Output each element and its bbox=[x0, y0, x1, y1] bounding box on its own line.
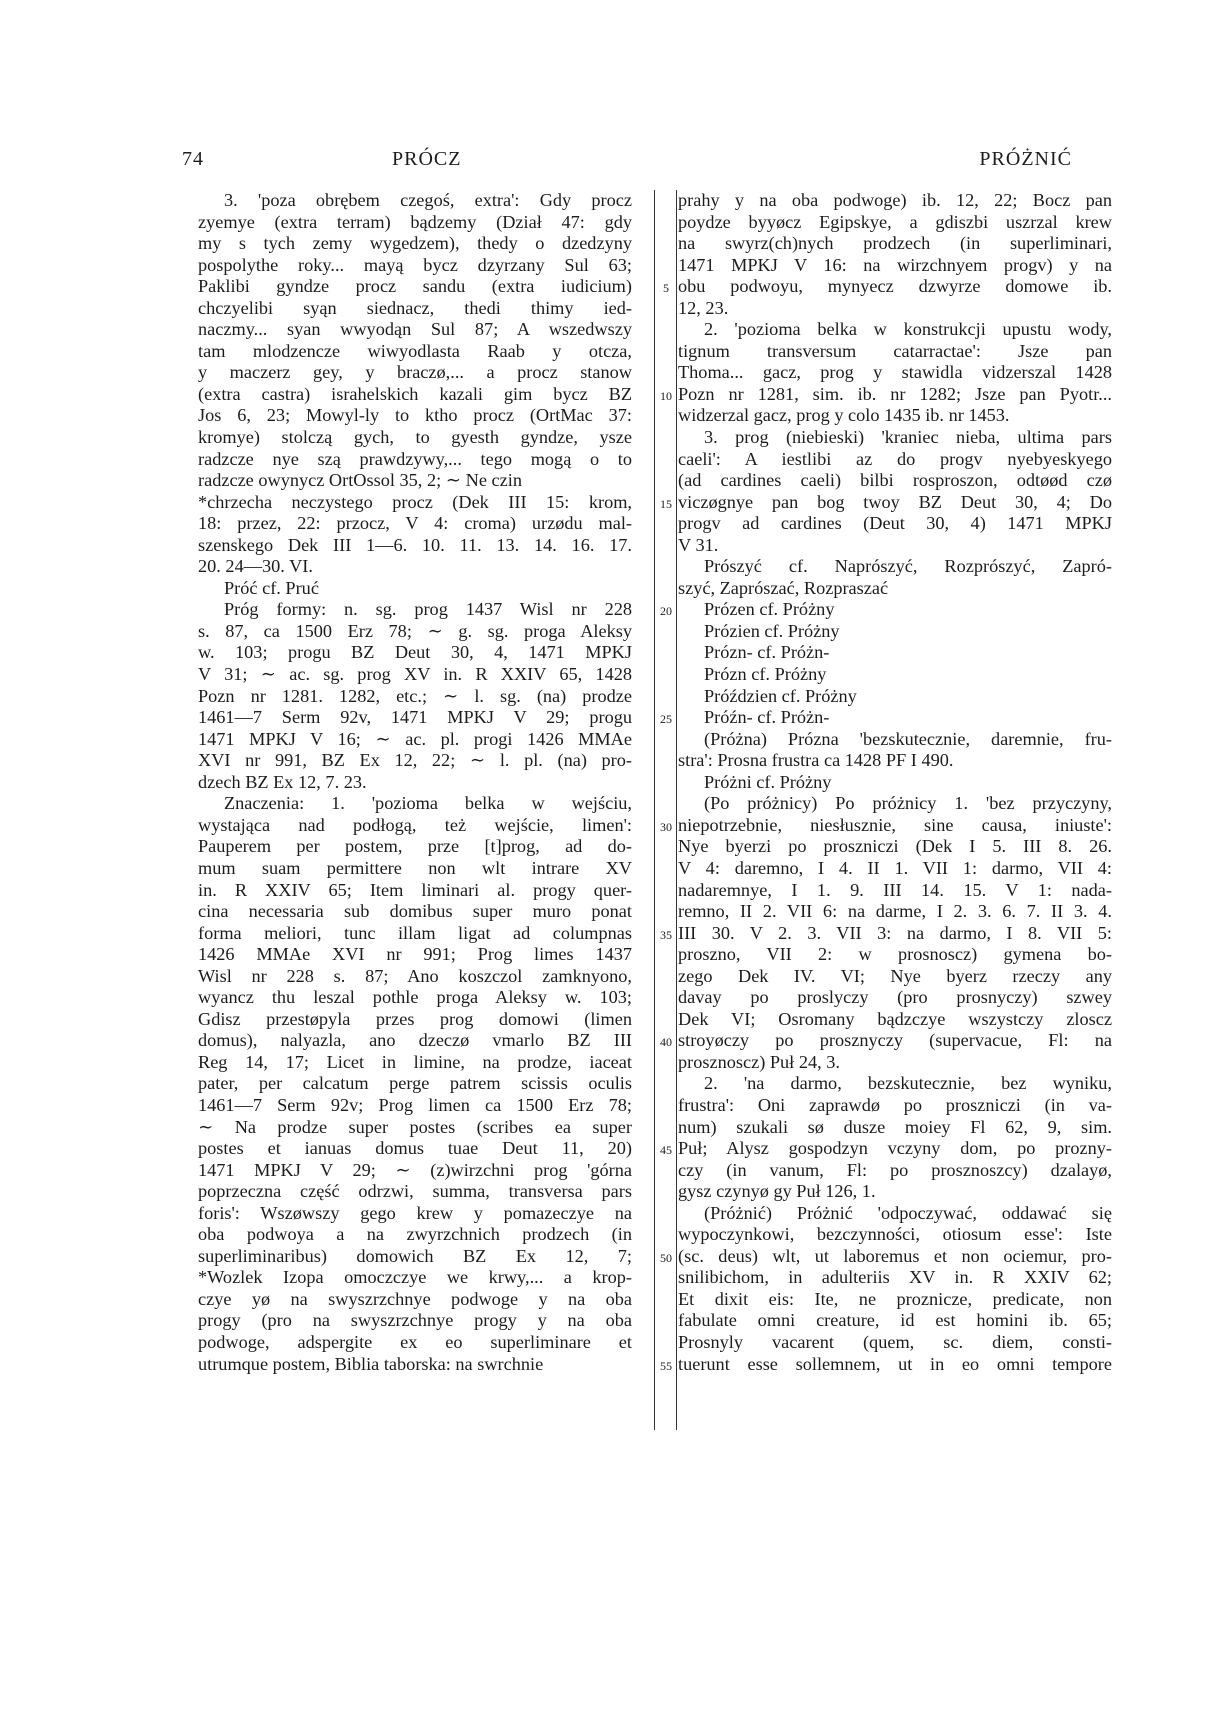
left-column-line: 1426 MMAe XVI nr 991; Prog limes 1437 bbox=[198, 944, 632, 965]
right-column-line: stra': Prosna frustra ca 1428 PF I 490. bbox=[678, 750, 954, 771]
left-column-line: ∼ Na prodze super postes (scribes ea super bbox=[198, 1116, 632, 1137]
left-column-line: 1461—7 Serm 92v, 1471 MPKJ V 29; progu bbox=[198, 707, 632, 728]
right-column-line: 12, 23. bbox=[678, 297, 729, 318]
left-column-line: Próg formy: n. sg. prog 1437 Wisl nr 228 bbox=[224, 599, 632, 620]
right-column-line: 3. prog (niebieski) 'kraniec nieba, ultima pars bbox=[704, 427, 1112, 448]
right-column-line: Prószyć cf. Naprószyć, Rozprószyć, Zapró- bbox=[704, 556, 1112, 577]
right-column-line: fabulate omni creature, id est homini ib. 65; bbox=[678, 1310, 1112, 1331]
left-running-headword: PRÓCZ bbox=[392, 148, 462, 170]
right-column-line: Próździen cf. Próżny bbox=[704, 685, 857, 706]
left-column-line: oba podwoya a na zwyrzchnich prodzech (in bbox=[198, 1224, 632, 1245]
right-column-line: obu podwoyu, mynyecz dzwyrze domowe ib. bbox=[678, 276, 1112, 297]
right-column-line: 2. 'pozioma belka w konstrukcji upustu wody, bbox=[704, 319, 1112, 340]
left-column-line: zyemye (extra terram) bądzemy (Dział 47: gdy bbox=[198, 211, 632, 232]
page-number: 74 bbox=[182, 148, 204, 170]
right-column-line: viczøgnye pan bog twoy BZ Deut 30, 4; Do bbox=[678, 491, 1112, 512]
left-column-line: radzcze owynycz OrtOssol 35, 2; ∼ Ne czin bbox=[198, 470, 522, 491]
right-column-line: V 4: daremno, I 4. II 1. VII 1: darmo, VII 4: bbox=[678, 857, 1112, 878]
left-column-line: pater, per calcatum perge patrem scissis oculis bbox=[198, 1073, 632, 1094]
left-column-line: 1461—7 Serm 92v; Prog limen ca 1500 Erz 78; bbox=[198, 1094, 632, 1115]
right-column-line: Puł; Alysz gospodzyn vczyny dom, po prozny- bbox=[678, 1138, 1112, 1159]
left-column-line: wyancz thu leszal pothle proga Aleksy w. 103; bbox=[198, 987, 632, 1008]
line-number: 40 bbox=[660, 1035, 672, 1050]
right-column-line: caeli': A iestlibi az do progv nyebyeskyego bbox=[678, 448, 1112, 469]
left-column-line: Pozn nr 1281. 1282, etc.; ∼ l. sg. (na) prodze bbox=[198, 685, 632, 706]
right-column-line: snilibichom, in adulteriis XV in. R XXIV 62; bbox=[678, 1267, 1112, 1288]
left-column-line: foris': Wszøwszy gego krew y pomazeczye na bbox=[198, 1202, 632, 1223]
right-column-line: (sc. deus) wlt, ut laboremus et non ociemur, pro- bbox=[678, 1245, 1112, 1266]
right-column-line: Prózen cf. Próżny bbox=[704, 599, 835, 620]
left-column-line: s. 87, ca 1500 Erz 78; ∼ g. sg. proga Aleksy bbox=[198, 620, 632, 641]
line-number: 20 bbox=[660, 604, 672, 619]
left-column-line: czye yø na swyszrzchnye podwoge y na oba bbox=[198, 1288, 632, 1309]
right-column-line: 2. 'na darmo, bezskutecznie, bez wyniku, bbox=[704, 1073, 1112, 1094]
right-column-line: proszno, VII 2: w prosnoscz) gymena bo- bbox=[678, 944, 1112, 965]
line-number: 30 bbox=[660, 819, 672, 834]
left-column-line: podwoge, adspergite ex eo superliminare et bbox=[198, 1331, 632, 1352]
left-column-line: forma meliori, tunc illam ligat ad columpnas bbox=[198, 922, 632, 943]
right-column-line: remno, II 2. VII 6: na darme, I 2. 3. 6. 7. II 3. 4. bbox=[678, 901, 1112, 922]
right-column-line: widzerzal gacz, prog y colo 1435 ib. nr 1453. bbox=[678, 405, 1010, 426]
left-column-line: 18: przez, 22: przocz, V 4: croma) urzødu mal- bbox=[198, 513, 632, 534]
right-column-line: nadaremnye, I 1. 9. III 14. 15. V 1: nada- bbox=[678, 879, 1112, 900]
line-number: 5 bbox=[663, 281, 669, 296]
line-number: 25 bbox=[660, 712, 672, 727]
left-column-line: Próć cf. Pruć bbox=[224, 577, 319, 598]
left-column-line: szenskego Dek III 1—6. 10. 11. 13. 14. 16. 17. bbox=[198, 534, 632, 555]
right-column-line: gysz czynyø gy Puł 126, 1. bbox=[678, 1181, 876, 1202]
line-number: 15 bbox=[660, 496, 672, 511]
right-column-line: Pozn nr 1281, sim. ib. nr 1282; Jsze pan Pyotr... bbox=[678, 383, 1112, 404]
left-column-line: domus), nalyazla, ano dzeczø vmarlo BZ III bbox=[198, 1030, 632, 1051]
left-column-line: Znaczenia: 1. 'pozioma belka w wejściu, bbox=[224, 793, 632, 814]
left-column-line: wystająca nad podłogą, też wejście, limen': bbox=[198, 814, 632, 835]
right-column-line: davay po proslyczy (pro prosnyczy) szwey bbox=[678, 987, 1112, 1008]
line-number: 10 bbox=[660, 388, 672, 403]
right-column-line: progv ad cardines (Deut 30, 4) 1471 MPKJ bbox=[678, 513, 1112, 534]
left-column-line: superliminaribus) domowich BZ Ex 12, 7; bbox=[198, 1245, 632, 1266]
right-column-line: szyć, Zaprószać, Rozpraszać bbox=[678, 577, 889, 598]
right-column-line: Prosnyly vacarent (quem, sc. diem, consti- bbox=[678, 1331, 1112, 1352]
right-column-line: Thoma... gacz, prog y stawidla vidzerszal 1428 bbox=[678, 362, 1112, 383]
right-column-line: Et dixit eis: Ite, ne proznicze, predicate, non bbox=[678, 1288, 1112, 1309]
left-column-line: chczyelibi syąn siednacz, thedi thimy ied- bbox=[198, 297, 632, 318]
left-column-line: *chrzecha neczystego procz (Dek III 15: krom, bbox=[198, 491, 632, 512]
left-column-line: mum suam permittere non wlt intrare XV bbox=[198, 857, 632, 878]
right-column-line: niepotrzebnie, niesłusznie, sine causa, iniuste': bbox=[678, 814, 1112, 835]
right-column-line: Nye byerzi po proszniczi (Dek I 5. III 8. 26. bbox=[678, 836, 1112, 857]
right-column-line: num) szukali sø dusze moiey Fl 62, 9, sim. bbox=[678, 1116, 1112, 1137]
right-column-line: Próżni cf. Próżny bbox=[704, 771, 832, 792]
right-column-line: Dek VI; Osromany bądzczye wszystczy zloscz bbox=[678, 1008, 1112, 1029]
left-text-column bbox=[198, 190, 632, 1375]
left-column-line: Wisl nr 228 s. 87; Ano koszczol zamknyono, bbox=[198, 965, 632, 986]
left-column-line: naczmy... syan wwyodąn Sul 87; A wszedwszy bbox=[198, 319, 632, 340]
left-column-line: my s tych zemy wygedzem), thedy o dzedzyny bbox=[198, 233, 632, 254]
left-column-line: tam mlodzencze wiwyodlasta Raab y otcza, bbox=[198, 340, 632, 361]
left-column-line: poprzeczna część odrzwi, summa, transversa pars bbox=[198, 1181, 632, 1202]
left-column-line: XVI nr 991, BZ Ex 12, 22; ∼ l. pl. (na) pro- bbox=[198, 750, 632, 771]
line-number: 55 bbox=[660, 1358, 672, 1373]
left-column-line: kromye) stolczą gych, to gyesth gyndze, ysze bbox=[198, 427, 632, 448]
left-column-line: w. 103; progu BZ Deut 30, 4, 1471 MPKJ bbox=[198, 642, 632, 663]
right-running-headword: PRÓŻNIĆ bbox=[979, 148, 1072, 170]
right-column-line: czy (in vanum, Fl: po prosznoszcy) dzalayø, bbox=[678, 1159, 1112, 1180]
page-header bbox=[182, 148, 1072, 178]
left-column-line: 3. 'poza obrębem czegoś, extra': Gdy procz bbox=[224, 190, 632, 210]
right-column-line: (Próżna) Prózna 'bezskutecznie, daremnie, fru- bbox=[704, 728, 1112, 749]
left-column-line: Reg 14, 17; Licet in limine, na prodze, iaceat bbox=[198, 1051, 632, 1072]
left-column-line: dzech BZ Ex 12, 7. 23. bbox=[198, 771, 367, 792]
left-column-line: radzcze nye szą prawdzywy,... tego mogą o to bbox=[198, 448, 632, 469]
left-column-line: progy (pro na swyszrzchnye progy y na oba bbox=[198, 1310, 632, 1331]
right-column-line: Prózn- cf. Próżn- bbox=[704, 642, 830, 663]
line-number: 45 bbox=[660, 1143, 672, 1158]
line-number: 50 bbox=[660, 1250, 672, 1265]
right-column-line: (Po próżnicy) Po próżnicy 1. 'bez przyczyny, bbox=[704, 793, 1112, 814]
right-column-line: 1471 MPKJ V 16: na wirzchnyem progv) y na bbox=[678, 254, 1112, 275]
left-column-line: cina necessaria sub domibus super muro ponat bbox=[198, 901, 632, 922]
right-column-line: (Próżnić) Próżnić 'odpoczywać, oddawać się bbox=[704, 1202, 1112, 1223]
left-column-line: Paklibi gyndze procz sandu (extra iudicium) bbox=[198, 276, 632, 297]
right-column-line: tuerunt esse sollemnem, ut in eo omni tempore bbox=[678, 1353, 1112, 1374]
right-column-line: Prózien cf. Próżny bbox=[704, 620, 840, 641]
left-column-line: Jos 6, 23; Mowyl-ly to ktho procz (OrtMac 37: bbox=[198, 405, 632, 426]
column-rule-left bbox=[654, 190, 655, 1430]
left-column-line: Gdisz przestøpyla przes prog domowi (limen bbox=[198, 1008, 632, 1029]
left-column-line: *Wozlek Izopa omoczczye we krwy,... a krop- bbox=[198, 1267, 632, 1288]
right-column-line: zego Dek IV. VI; Nye byerz rzeczy any bbox=[678, 965, 1112, 986]
left-column-line: V 31; ∼ ac. sg. prog XV in. R XXIV 65, 1428 bbox=[198, 664, 632, 685]
line-number: 35 bbox=[660, 927, 672, 942]
right-column-line: III 30. V 2. 3. VII 3: na darmo, I 8. VII 5: bbox=[678, 922, 1112, 943]
right-text-column bbox=[678, 190, 1112, 1375]
right-column-line: prahy y na oba podwoge) ib. 12, 22; Bocz pan bbox=[678, 190, 1112, 210]
left-column-line: (extra castra) israhelskich kazali gim bycz BZ bbox=[198, 383, 632, 404]
left-column-line: 1471 MPKJ V 16; ∼ ac. pl. progi 1426 MMAe bbox=[198, 728, 632, 749]
column-rule-right bbox=[676, 190, 677, 1430]
left-column-line: 20. 24—30. VI. bbox=[198, 556, 313, 577]
left-column-line: 1471 MPKJ V 29; ∼ (z)wirzchni prog 'górna bbox=[198, 1159, 632, 1180]
right-column-line: (ad cardines caeli) bilbi rosproszon, odtøød czø bbox=[678, 470, 1112, 491]
right-column-line: Prózn cf. Próżny bbox=[704, 664, 827, 685]
right-column-line: stroyøczy po prosznyczy (supervacue, Fl: na bbox=[678, 1030, 1112, 1051]
right-column-line: V 31. bbox=[678, 534, 719, 555]
right-column-line: na swyrz(ch)nych prodzech (in superliminari, bbox=[678, 233, 1112, 254]
right-column-line: wypoczynkowi, bezczynności, otiosum esse': Iste bbox=[678, 1224, 1112, 1245]
left-column-line: pospolythe roky... mayą bycz dzyrzany Sul 63; bbox=[198, 254, 632, 275]
right-column-line: tignum transversum catarractae': Jsze pan bbox=[678, 340, 1112, 361]
right-column-line: frustra': Oni zaprawdø po proszniczi (in va- bbox=[678, 1094, 1112, 1115]
left-column-line: Pauperem per postem, prze [t]prog, ad do- bbox=[198, 836, 632, 857]
left-column-line: y maczerz gey, y braczø,... a procz stanow bbox=[198, 362, 632, 383]
right-column-line: prosznoscz) Puł 24, 3. bbox=[678, 1051, 840, 1072]
right-column-line: poydze byyøcz Egipskye, a gdiszbi uszrzal krew bbox=[678, 211, 1112, 232]
right-column-line: Próźn- cf. Próżn- bbox=[704, 707, 830, 728]
left-column-line: postes et ianuas domus tuae Deut 11, 20) bbox=[198, 1138, 632, 1159]
left-column-line: utrumque postem, Biblia taborska: na swrchnie bbox=[198, 1353, 544, 1374]
left-column-line: in. R XXIV 65; Item liminari al. progy quer- bbox=[198, 879, 632, 900]
